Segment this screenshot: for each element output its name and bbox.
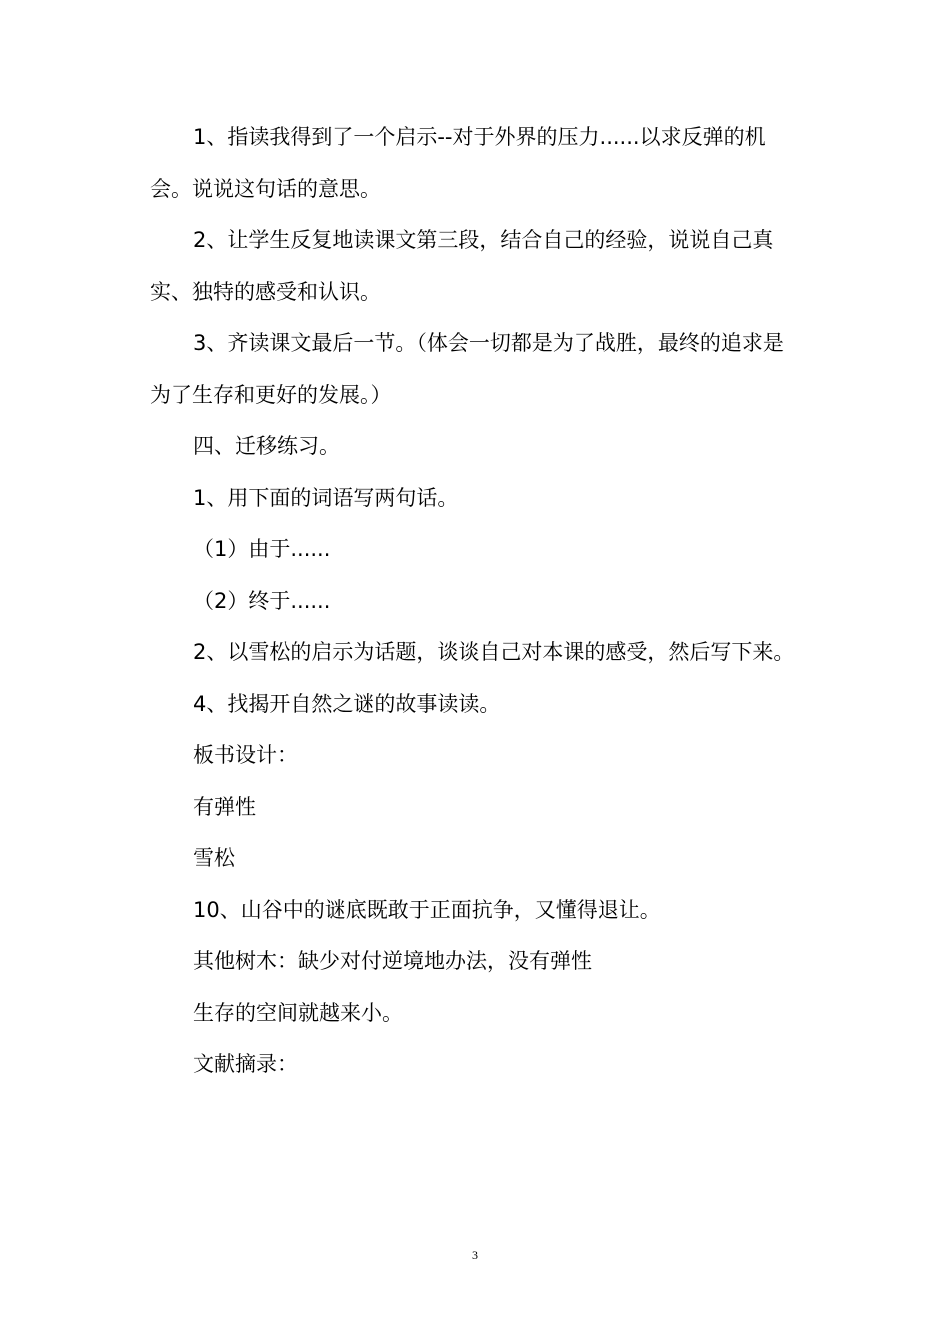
- page-body: [150, 112, 795, 1091]
- board-line-cedar: 雪松: [193, 846, 235, 870]
- paragraph-read-third-section: 2、让学生反复地读课文第三段，结合自己的经验，说说自己真实、独特的感受和认识。: [150, 228, 774, 304]
- board-line-elastic: 有弹性: [193, 794, 256, 819]
- paragraph-read-last-section: 3、齐读课文最后一节。（体会一切都是为了战胜，最终的追求是为了生存和更好的发展。）: [150, 331, 784, 407]
- paragraph-nature-stories: 4、找揭开自然之谜的故事读读。: [193, 691, 501, 716]
- literature-excerpt-heading: 文献摘录：: [193, 1052, 298, 1076]
- board-line-valley-mystery: 10、山谷中的谜底既敢于正面抗争，又懂得退让。: [193, 897, 661, 922]
- paragraph-write-sentences: 1、用下面的词语写两句话。: [193, 485, 459, 510]
- list-item-zhongyu: （2）终于......: [193, 588, 331, 613]
- paragraph-cedar-topic: 2、以雪松的启示为话题，谈谈自己对本课的感受，然后写下来。: [193, 640, 795, 664]
- page-number: 3: [472, 1248, 478, 1262]
- board-line-other-trees: 其他树木：缺少对付逆境地办法，没有弹性: [193, 949, 592, 973]
- board-design-heading: 板书设计：: [193, 743, 298, 767]
- paragraph-hint-meaning: 1、指读我得到了一个启示--对于外界的压力......以求反弹的机会。说说这句话的意思。: [150, 125, 766, 201]
- board-line-living-space: 生存的空间就越来小。: [193, 1000, 403, 1025]
- list-item-youyu: （1）由于......: [193, 537, 331, 561]
- section-heading-transfer-practice: 四、迁移练习。: [193, 434, 340, 458]
